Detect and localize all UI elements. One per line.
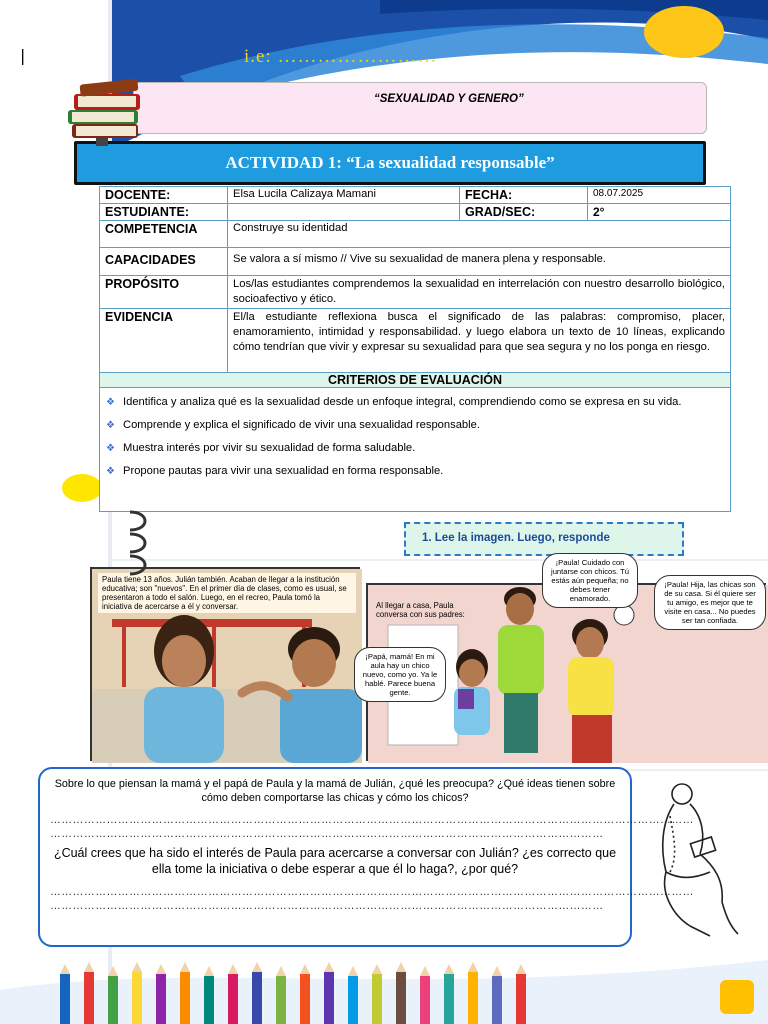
evidencia-value: El/la estudiante reflexiona busca el significado de las palabras: compromiso, placer, enamoramiento, intimidad y responsabilidad. y luego elabora un texto de 10 líneas, explicando cómo tendrían que vivir y expresar su sexualidad para que sea segura y no los ponga en riesgo. bbox=[228, 309, 731, 373]
estudiante-field[interactable] bbox=[228, 204, 460, 221]
capacidades-label: CAPACIDADES bbox=[100, 248, 228, 276]
answer-line-1[interactable]: ……………………………………………………………………………………………………………………………………………………… bbox=[50, 814, 694, 826]
proposito-label: PROPÓSITO bbox=[100, 276, 228, 309]
table-row bbox=[100, 276, 731, 309]
estudiante-label: ESTUDIANTE: bbox=[100, 204, 228, 221]
question-1: Sobre lo que piensan la mamá y el papá de Paula y la mamá de Julián, ¿qué les preocupa? ¿Qué ideas tienen sobre cómo deben comportarse las chicas y cómo los chicos? bbox=[54, 778, 616, 804]
panel1-caption: Paula tiene 13 años. Julián también. Acaban de llegar a la institución educativa; son "nuevos". En el primer día de clases, como es usual, se presentaron a todo el salón. Luego, en el recreo, Paula tomó la iniciativa de acercarse a él y conversar. bbox=[98, 573, 356, 613]
docente-value: Elsa Lucila Calizaya Mamani bbox=[228, 187, 460, 204]
diamond-bullet-icon: ❖ bbox=[106, 397, 115, 408]
competencia-value: Construye su identidad bbox=[228, 221, 731, 248]
yellow-blob-decoration bbox=[62, 474, 102, 502]
table-row bbox=[100, 204, 731, 221]
answer-line-4[interactable]: ………………………………………………………………………………………………………………………………… bbox=[50, 900, 604, 912]
instruction-box: 1. Lee la imagen. Luego, responde bbox=[404, 522, 684, 556]
question-2: ¿Cuál crees que ha sido el interés de Paula para acercarse a conversar con Julián? ¿es correcto que ella tome la iniciativa o debe esperar a que él lo haga?, ¿por qué? bbox=[53, 846, 617, 876]
diamond-bullet-icon: ❖ bbox=[106, 443, 115, 454]
answer-line-3[interactable]: ……………………………………………………………………………………………………………………………………………………… bbox=[50, 886, 694, 898]
binder-clip-icon bbox=[124, 508, 158, 576]
session-info-table bbox=[99, 186, 731, 512]
table-row bbox=[100, 187, 731, 204]
ie-line: i.e: …………………… bbox=[244, 46, 438, 67]
proposito-value: Los/las estudiantes comprendemos la sexualidad en interrelación con nuestro desarrollo biológico, socioafectivo y ético. bbox=[228, 276, 731, 309]
list-item: ❖ Comprende y explica el significado de vivir una sexualidad responsable. bbox=[105, 417, 725, 433]
grado-value: 2° bbox=[588, 204, 731, 221]
list-item: ❖ Identifica y analiza qué es la sexualidad desde un enfoque integral, comprendiendo como se expresa en su vida. bbox=[105, 394, 725, 410]
fecha-value: 08.07.2025 bbox=[588, 187, 731, 204]
comic-panel-school bbox=[90, 567, 360, 761]
books-icon bbox=[66, 78, 148, 148]
competencia-label: COMPETENCIA bbox=[100, 221, 228, 248]
list-item: ❖ Muestra interés por vivir su sexualidad de forma saludable. bbox=[105, 440, 725, 456]
list-item: ❖ Propone pautas para vivir una sexualidad en forma responsable. bbox=[105, 463, 725, 479]
fecha-label: FECHA: bbox=[460, 187, 588, 204]
father-speech-bubble: ¡Paula! Cuidado con juntarse con chicos. Tú estás aún pequeña; no debes tener enamorado. bbox=[542, 553, 638, 608]
answer-line-2[interactable]: ………………………………………………………………………………………………………………………………… bbox=[50, 828, 604, 840]
capacidades-value: Se valora a sí mismo // Vive su sexualidad de manera plena y responsable. bbox=[228, 248, 731, 276]
reading-person-illustration bbox=[640, 776, 744, 944]
table-row bbox=[100, 388, 731, 512]
activity-title: ACTIVIDAD 1: “La sexualidad responsable” bbox=[74, 141, 706, 185]
table-row bbox=[100, 309, 731, 373]
criterios-list bbox=[105, 388, 725, 479]
evidencia-label: EVIDENCIA bbox=[100, 309, 228, 373]
criterios-title: CRITERIOS DE EVALUACIÓN bbox=[100, 373, 731, 388]
colored-pencils-illustration bbox=[0, 968, 720, 1024]
yellow-corner-tab bbox=[720, 980, 754, 1014]
paula-speech-bubble: ¡Papá, mamá! En mi aula hay un chico nuevo, como yo. Ya le hablé. Parece buena gente. bbox=[354, 647, 446, 702]
comic-strip bbox=[90, 558, 766, 763]
table-row bbox=[100, 221, 731, 248]
diamond-bullet-icon: ❖ bbox=[106, 420, 115, 431]
table-row bbox=[100, 248, 731, 276]
table-row bbox=[100, 373, 731, 388]
topic-title: “SEXUALIDAD Y GENERO” bbox=[374, 93, 524, 105]
grado-label: GRAD/SEC: bbox=[460, 204, 588, 221]
docente-label: DOCENTE: bbox=[100, 187, 228, 204]
questions-box bbox=[38, 767, 694, 947]
panel2-caption: Al llegar a casa, Paula conversa con sus padres: bbox=[372, 599, 484, 621]
diamond-bullet-icon: ❖ bbox=[106, 466, 115, 477]
topic-title-box bbox=[133, 82, 707, 134]
mother-speech-bubble: ¡Paula! Hija, las chicas son de su casa. Si él quiere ser tu amigo, es mejor que te visite en casa... No puedes ser tan confiada. bbox=[654, 575, 766, 630]
page-mark: | bbox=[20, 46, 26, 65]
